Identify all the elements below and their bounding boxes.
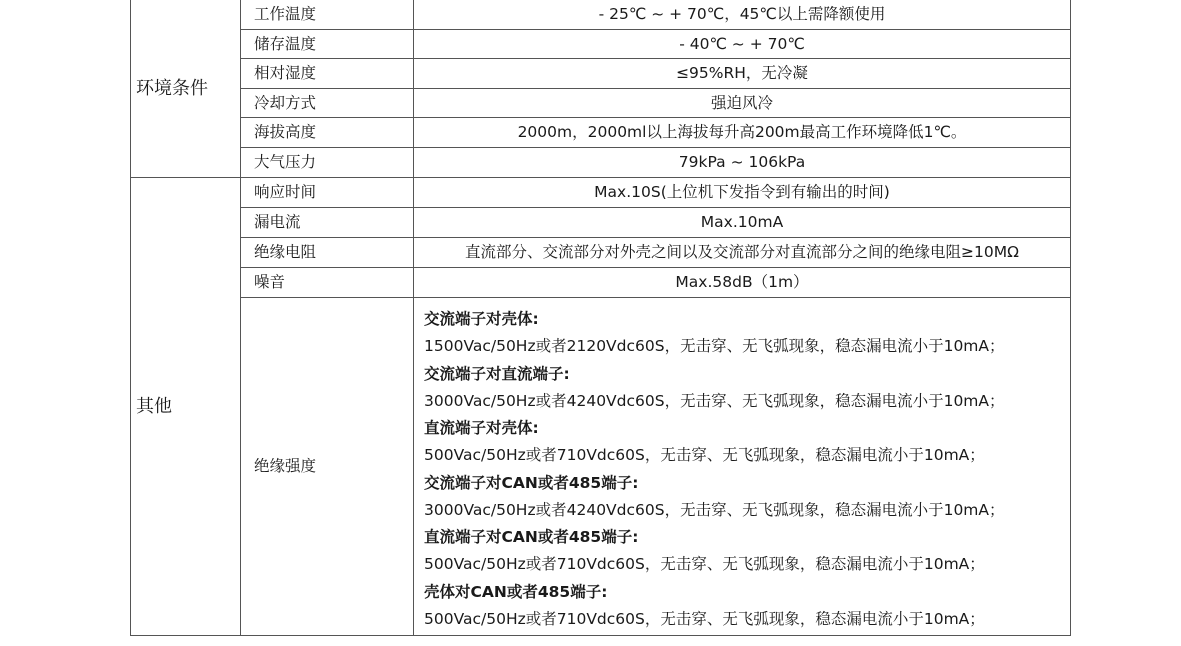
insulation-strength-value xyxy=(414,298,1071,636)
table-row xyxy=(131,89,1071,118)
item-value: 强迫风冷 xyxy=(414,89,1071,118)
item-value: Max.10S(上位机下发指令到有输出的时间) xyxy=(414,178,1071,208)
block-text: 500Vac/50Hz或者710Vdc60S，无击穿、无飞弧现象，稳态漏电流小于10mA； xyxy=(424,555,985,573)
block-text: 1500Vac/50Hz或者2120Vdc60S，无击穿、无飞弧现象，稳态漏电流小于10mA； xyxy=(424,337,1005,355)
block-text: 500Vac/50Hz或者710Vdc60S，无击穿、无飞弧现象，稳态漏电流小于10mA； xyxy=(424,609,985,628)
table-row xyxy=(131,298,1071,636)
block-text: 3000Vac/50Hz或者4240Vdc60S，无击穿、无飞弧现象，稳态漏电流小于10mA； xyxy=(424,391,1005,410)
table-row xyxy=(131,59,1071,89)
item-label: 响应时间 xyxy=(241,178,414,208)
item-value: Max.10mA xyxy=(414,208,1071,238)
table-row xyxy=(131,178,1071,208)
table-row xyxy=(131,118,1071,148)
item-label: 绝缘强度 xyxy=(241,298,414,636)
item-label: 冷却方式 xyxy=(241,89,414,118)
item-label: 储存温度 xyxy=(241,30,414,59)
item-value: ≤95%RH，无冷凝 xyxy=(414,59,1071,89)
block-heading: 壳体对CAN或者485端子: xyxy=(424,582,608,601)
block-heading: 直流端子对壳体: xyxy=(424,419,539,437)
block-heading: 交流端子对直流端子: xyxy=(424,364,570,383)
item-label: 漏电流 xyxy=(241,208,414,238)
item-value: - 25℃ ~ + 70℃，45℃以上需降额使用 xyxy=(414,0,1071,30)
item-label: 相对湿度 xyxy=(241,59,414,89)
item-label: 工作温度 xyxy=(241,0,414,30)
item-value: - 40℃ ~ + 70℃ xyxy=(414,30,1071,59)
item-label: 绝缘电阻 xyxy=(241,238,414,268)
item-label: 海拔高度 xyxy=(241,118,414,148)
table-row xyxy=(131,148,1071,178)
table-row xyxy=(131,208,1071,238)
table-row xyxy=(131,238,1071,268)
table-row xyxy=(131,30,1071,59)
block-text: 500Vac/50Hz或者710Vdc60S，无击穿、无飞弧现象，稳态漏电流小于10mA； xyxy=(424,446,985,464)
item-value: 直流部分、交流部分对外壳之间以及交流部分对直流部分之间的绝缘电阻≥10MΩ xyxy=(414,238,1071,268)
group-label-environment: 环境条件 xyxy=(131,0,241,178)
block-heading: 直流端子对CAN或者485端子: xyxy=(424,528,639,546)
item-value: 79kPa ~ 106kPa xyxy=(414,148,1071,178)
group-label-other: 其他 xyxy=(131,178,241,636)
block-heading: 交流端子对壳体: xyxy=(424,310,539,328)
block-text: 3000Vac/50Hz或者4240Vdc60S，无击穿、无飞弧现象，稳态漏电流小于10mA； xyxy=(424,500,1005,519)
item-value: 2000m，2000ml以上海拔每升高200m最高工作环境降低1℃。 xyxy=(414,118,1071,148)
item-value: Max.58dB（1m） xyxy=(414,268,1071,298)
item-label: 噪音 xyxy=(241,268,414,298)
table-row xyxy=(131,268,1071,298)
table-row xyxy=(131,0,1071,30)
item-label: 大气压力 xyxy=(241,148,414,178)
spec-table xyxy=(130,0,1071,636)
block-heading: 交流端子对CAN或者485端子: xyxy=(424,473,639,492)
